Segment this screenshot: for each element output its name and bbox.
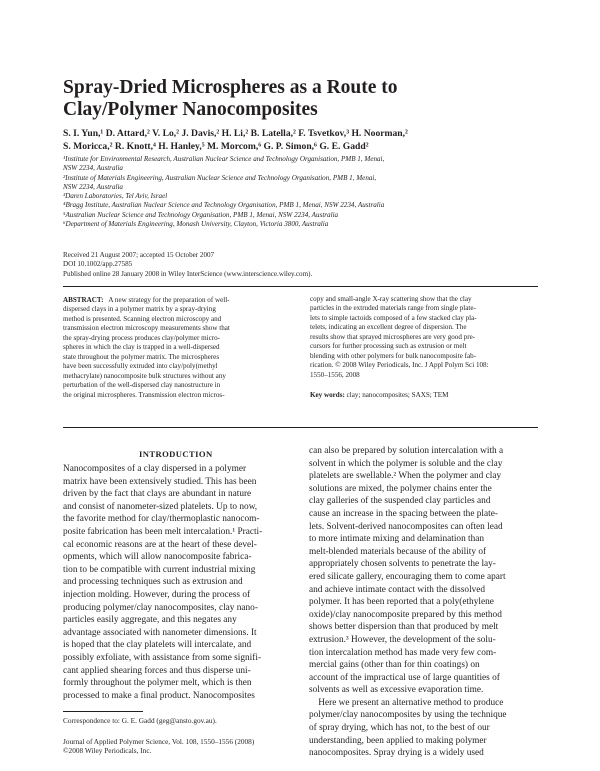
body-line: understanding, been applied to making polymer: [309, 735, 487, 746]
body-line: ered silicate gallery, encouraging them to come apart: [309, 571, 506, 582]
body-line: and consist of nanometer-sized platelets. Up to now,: [63, 501, 258, 512]
body-line: cause an increase in the spacing between the plate-: [309, 508, 498, 519]
affiliation-line: ²Institute of Materials Engineering, Australian Nuclear Science and Technology Organisation, PMB 1, Menai,: [63, 173, 377, 182]
body-line: tion to be compatible with current industrial mixing: [63, 564, 256, 575]
affiliation-line: ⁴Bragg Institute, Australian Nuclear Science and Technology Organisation, PMB 1, Menai, NSW 2234, Australia: [63, 201, 385, 210]
body-line: nanocomposites. Spray drying is a widely used: [309, 748, 484, 759]
body-line: cant applied shearing forces and thus disperse uni-: [63, 665, 251, 676]
body-line: mercial gains (other than for thin coatings) on: [309, 660, 480, 671]
abstract-line: cursors for further processing such as extrusion or melt: [310, 342, 467, 351]
affiliation-line: ⁶Department of Materials Engineering, Monash University, Clayton, Victoria 3800, Australia: [63, 220, 329, 229]
abstract-line: spheres in which the clay is trapped in a well-dispersed: [63, 343, 220, 352]
body-line: processed to make a final product. Nanocomposites: [63, 690, 255, 701]
body-line: Nanocomposites of a clay dispersed in a polymer: [63, 464, 247, 474]
body-line: is hoped that the clay platelets will intercalate, and: [63, 640, 252, 651]
journal-citation: Journal of Applied Polymer Science, Vol. 108, 1550–1556 (2008): [63, 737, 255, 746]
body-line: melt-blended materials because of the ability of: [309, 546, 487, 557]
abstract-line: the spray-drying process produces clay/polymer micro-: [63, 333, 220, 342]
affiliation-line: ³Daren Laboratories, Tel Aviv, Israel: [63, 192, 168, 201]
keywords-label: Key words:: [310, 391, 345, 399]
abstract-line: lets to simple tactoids composed of a few stacked clay pla-: [310, 313, 477, 322]
body-line: tion intercalation method has made very few com-: [309, 647, 497, 658]
body-line: account of the impractical use of large quantities of: [309, 672, 500, 683]
body-line: the favorite method for clay/thermoplastic nanocom-: [63, 514, 260, 525]
body-line: can also be prepared by solution intercalation with a: [309, 446, 504, 456]
body-line: oxide)/clay nanocomposite prepared by this method: [309, 609, 502, 620]
body-line: possibly exfoliate, with assistance from some signifi-: [63, 652, 262, 663]
body-line: particles easily aggregate, and this negates any: [63, 615, 237, 626]
received-line: Received 21 August 2007; accepted 15 October 2007: [63, 251, 215, 259]
abstract-line: particles in the extruded materials range from single plate-: [310, 304, 476, 313]
title-line: Spray-Dried Microspheres as a Route to: [63, 77, 398, 98]
body-line: of spray drying, which has not, to the best of our: [309, 723, 490, 734]
abstract-line: transmission electron microscopy measurements show that: [63, 324, 230, 333]
abstract-line: rication. © 2008 Wiley Periodicals, Inc. J Appl Polym Sci 108:: [310, 361, 489, 370]
footnote-divider: [63, 711, 143, 712]
abstract-line: have been successfully extruded into clay/poly(methyl: [63, 362, 218, 371]
keywords: [310, 391, 448, 399]
author-list: [63, 128, 543, 153]
body-line: clay galleries of the suspended clay particles and: [309, 496, 491, 507]
body-line: to more intimate mixing and delamination than: [309, 534, 485, 545]
body-line: producing polymer/clay nanocomposites, clay nano-: [63, 602, 258, 613]
abstract-line: methacrylate) nanocomposite bulk structures without any: [63, 371, 226, 380]
abstract-line: 1550–1556, 2008: [310, 370, 360, 379]
affiliation-line: NSW 2234, Australia: [63, 164, 123, 173]
journal-footer: [63, 737, 254, 756]
keywords-text: clay; nanocomposites; SAXS; TEM: [346, 391, 449, 399]
body-line: injection molding. However, during the process of: [63, 589, 251, 600]
body-line: opments, which will allow nanocomposite fabrica-: [63, 552, 252, 563]
body-line: posite fabrication has been melt intercalation.¹ Practi-: [63, 526, 263, 537]
body-line: polymer. It has been reported that a poly(ethylene: [309, 597, 494, 608]
affiliation-line: NSW 2234, Australia: [63, 182, 123, 191]
affiliation-line: ¹Institute for Environmental Research, Australian Nuclear Science and Technology Organisation, PMB 1, Menai,: [63, 155, 385, 163]
correspondence-note: Correspondence to: G. E. Gadd (geg@ansto.gov.au).: [63, 716, 217, 725]
body-line: Here we present an alternative method to produce: [309, 697, 504, 708]
author-line: S. Moricca,² R. Knott,⁴ H. Hanley,⁵ M. Morcom,⁶ G. P. Simon,⁶ G. E. Gadd²: [63, 140, 369, 152]
abstract-line: state throughout the polymer matrix. The microspheres: [63, 352, 220, 361]
affiliations: [63, 155, 543, 229]
body-line: driven by the fact that clays are abundant in nature: [63, 489, 252, 500]
body-line: cal economic reasons are at the heart of these devel-: [63, 539, 257, 550]
abstract-line: method is presented. Scanning electron microscopy and: [63, 314, 222, 323]
body-line: platelets are swellable.² When the polymer and clay: [309, 471, 502, 482]
body-line: advantage associated with nanometer dimensions. It: [63, 627, 257, 638]
abstract-line: the original microspheres. Transmission electron micros-: [63, 390, 225, 399]
abstract-line: telets, indicating an excellent degree of dispersion. The: [310, 323, 467, 332]
body-line: lets. Solvent-derived nanocomposites can often lead: [309, 521, 503, 532]
affiliation-line: ⁵Australian Nuclear Science and Technology Organisation, PMB 1, Menai, NSW 2234, Australia: [63, 210, 339, 219]
paper-title: [63, 77, 533, 121]
body-line: and processing techniques such as extrusion and: [63, 577, 243, 588]
abstract-first-line: A new strategy for the preparation of well-: [108, 296, 230, 304]
doi-line: DOI 10.1002/app.27585: [63, 260, 133, 269]
abstract-line: blending with other polymers for bulk nanocomposite fab-: [310, 351, 477, 360]
abstract-line: copy and small-angle X-ray scattering show that the clay: [310, 295, 472, 303]
abstract-line: [63, 296, 292, 305]
body-line: solvents as well as excessive evaporation time.: [309, 685, 484, 696]
abstract-line: results show that sprayed microspheres are very good pre-: [310, 332, 476, 341]
intro-right-column: [309, 445, 541, 760]
title-line: Clay/Polymer Nanocomposites: [63, 99, 318, 120]
abstract-right-column: [310, 295, 539, 380]
body-line: formly throughout the polymer melt, which is then: [63, 678, 252, 689]
body-line: and achieve intimate contact with the dissolved: [309, 584, 486, 595]
body-line: extrusion.³ However, the development of the solu-: [309, 634, 496, 645]
body-line: solutions are mixed, the polymer chains enter the: [309, 483, 492, 494]
body-line: appropriately chosen solvents to penetrate the lay-: [309, 559, 496, 570]
abstract-left-column: [63, 296, 292, 400]
body-line: shows better dispersion than that produced by melt: [309, 622, 499, 633]
published-line: Published online 28 January 2008 in Wiley InterScience (www.interscience.wiley.com).: [63, 269, 313, 278]
abstract-line: perturbation of the well-dispersed clay nanostructure in: [63, 381, 221, 390]
body-line: solvent in which the polymer is soluble and the clay: [309, 458, 503, 469]
intro-left-column: [63, 463, 299, 702]
body-line: matrix have been extensively studied. This has been: [63, 476, 257, 487]
abstract-line: dispersed clays in a polymer matrix by a spray-drying: [63, 305, 216, 314]
copyright-line: ©2008 Wiley Periodicals, Inc.: [63, 746, 152, 756]
abstract-label: ABSTRACT:: [63, 296, 104, 304]
publication-dates: [63, 251, 543, 279]
body-line: polymer/clay nanocomposites by using the technique: [309, 710, 507, 721]
section-heading: INTRODUCTION: [139, 449, 213, 459]
author-line: S. I. Yun,¹ D. Attard,² V. Lo,² J. Davis,² H. Li,² B. Latella,² F. Tsvetkov,³ H. Noorman,²: [63, 128, 408, 139]
